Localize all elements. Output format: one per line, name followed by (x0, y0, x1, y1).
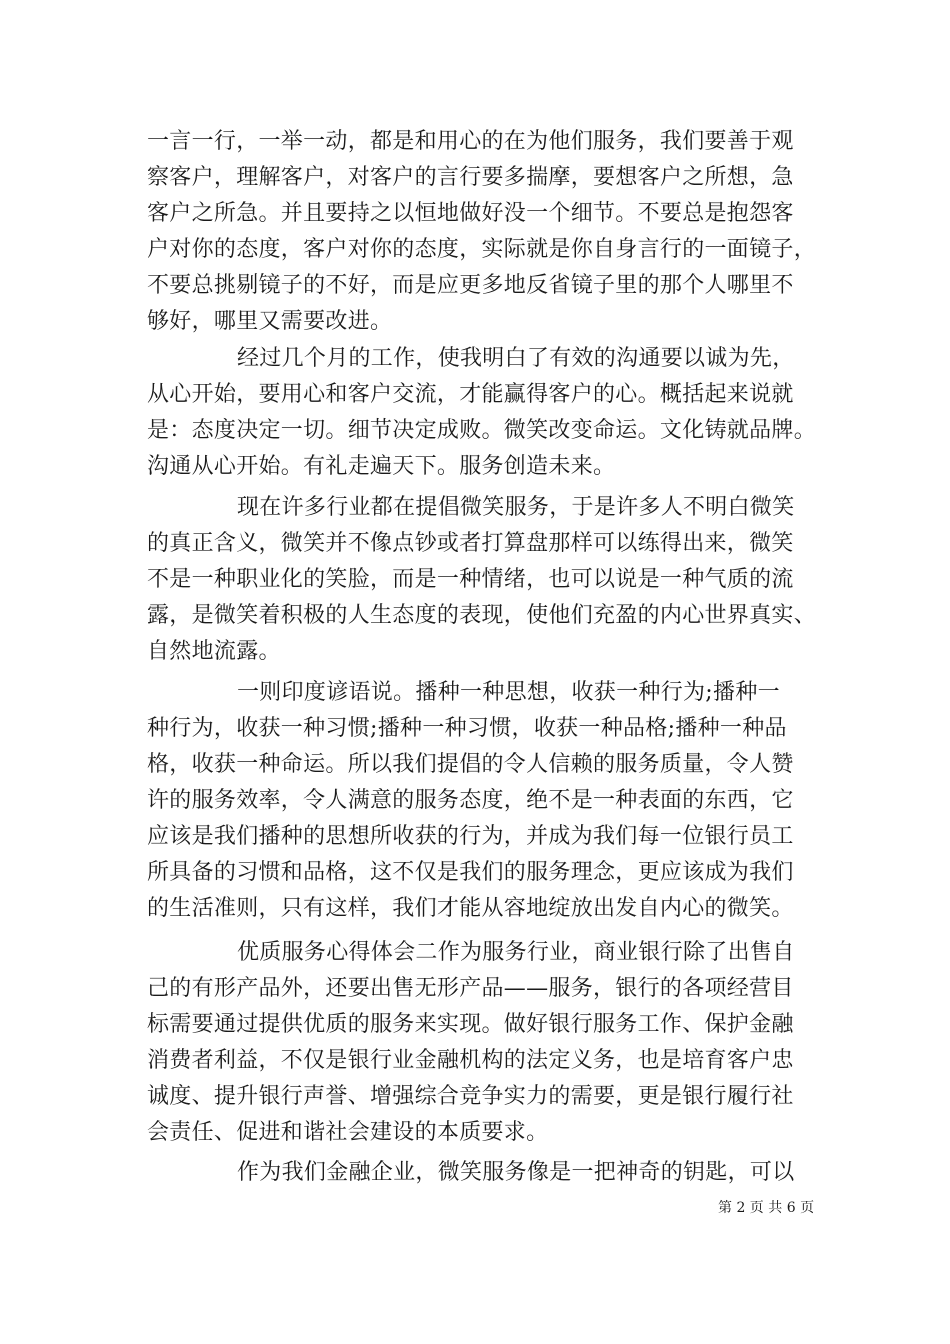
text-line: 从心开始，要用心和客户交流，才能赢得客户的心。概括起来说就 (147, 382, 794, 407)
text-line: 是：态度决定一切。细节决定成败。微笑改变命运。文化铸就品牌。 (147, 418, 817, 443)
text-line: 户对你的态度，客户对你的态度，实际就是你自身言行的一面镜子， (147, 237, 817, 262)
text-line: 客户之所急。并且要持之以恒地做好没一个细节。不要总是抱怨客 (147, 201, 794, 226)
text-line: 自然地流露。 (147, 639, 281, 664)
paragraph-first-line: 作为我们金融企业，微笑服务像是一把神奇的钥匙，可以 (237, 1160, 795, 1185)
text-line: 不要总挑剔镜子的不好，而是应更多地反省镜子里的那个人哪里不 (147, 273, 794, 298)
text-line: 应该是我们播种的思想所收获的行为，并成为我们每一位银行员工 (147, 824, 794, 849)
text-line: 够好，哪里又需要改进。 (147, 309, 393, 334)
text-line: 的真正含义，微笑并不像点钞或者打算盘那样可以练得出来，微笑 (147, 531, 794, 556)
text-line: 种行为，收获一种习惯;播种一种习惯，收获一种品格;播种一种品 (147, 716, 787, 741)
text-line: 所具备的习惯和品格，这不仅是我们的服务理念，更应该成为我们 (147, 860, 794, 885)
text-line: 标需要通过提供优质的服务来实现。做好银行服务工作、保护金融 (147, 1012, 794, 1037)
text-line: 己的有形产品外，还要出售无形产品——服务，银行的各项经营目 (147, 976, 794, 1001)
text-line: 诚度、提升银行声誉、增强综合竞争实力的需要，更是银行履行社 (147, 1084, 794, 1109)
paragraph-first-line: 经过几个月的工作，使我明白了有效的沟通要以诚为先， (237, 346, 795, 371)
text-line: 许的服务效率，令人满意的服务态度，绝不是一种表面的东西，它 (147, 788, 794, 813)
text-line: 会责任、促进和谐社会建设的本质要求。 (147, 1120, 549, 1145)
text-line: 沟通从心开始。有礼走遍天下。服务创造未来。 (147, 454, 616, 479)
text-line: 察客户，理解客户，对客户的言行要多揣摩，要想客户之所想，急 (147, 165, 794, 190)
text-line: 格，收获一种命运。所以我们提倡的令人信赖的服务质量，令人赞 (147, 752, 794, 777)
text-line: 消费者利益，不仅是银行业金融机构的法定义务，也是培育客户忠 (147, 1048, 794, 1073)
paragraph-first-line: 一则印度谚语说。播种一种思想，收获一种行为;播种一 (237, 680, 780, 705)
page-number-footer: 第 2 页 共 6 页 (718, 1200, 815, 1216)
text-line: 露，是微笑着积极的人生态度的表现，使他们充盈的内心世界真实、 (147, 603, 817, 628)
text-line: 的生活准则，只有这样，我们才能从容地绽放出发自内心的微笑。 (147, 896, 794, 921)
text-line: 不是一种职业化的笑脸，而是一种情绪，也可以说是一种气质的流 (147, 567, 794, 592)
text-line: 一言一行，一举一动，都是和用心的在为他们服务，我们要善于观 (147, 129, 794, 154)
paragraph-first-line: 现在许多行业都在提倡微笑服务，于是许多人不明白微笑 (237, 495, 795, 520)
paragraph-first-line: 优质服务心得体会二作为服务行业，商业银行除了出售自 (237, 940, 795, 965)
